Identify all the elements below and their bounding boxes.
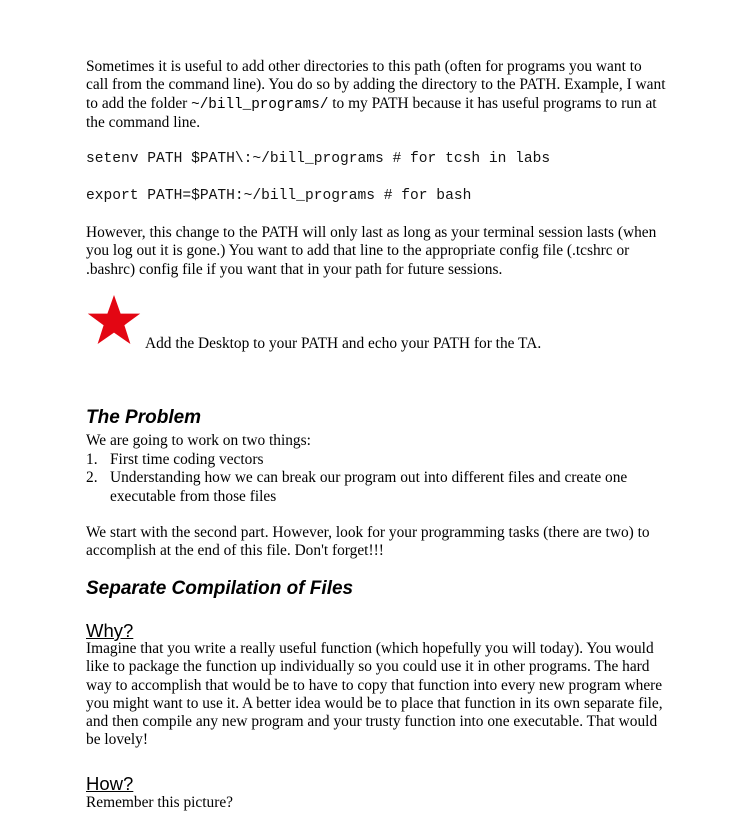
separate-compilation-heading: Separate Compilation of Files — [86, 578, 354, 599]
folder-path-code: ~/bill_programs/ — [191, 96, 329, 113]
star-icon — [86, 293, 142, 349]
problem-heading: The Problem — [86, 407, 202, 428]
path-intro-text: Sometimes it is useful to add other directories to this path (often for programs you want to call from the command line). You do so by adding the directory to the PATH. Example, I want to add the folder — [86, 58, 666, 112]
path-intro-paragraph — [86, 58, 666, 132]
list-item: 1. First time coding vectors — [86, 451, 264, 468]
tcsh-command: setenv PATH $PATH\:~/bill_programs # for tcsh in labs — [86, 151, 551, 167]
path-note-paragraph: However, this change to the PATH will only last as long as your terminal session lasts (when you log out it is gone.) You want to add that line to the appropriate config file (.tcshrc or .bashrc) config file if you want that in your path for future sessions. — [86, 224, 657, 278]
how-heading: How? — [86, 773, 134, 794]
bash-command: export PATH=$PATH:~/bill_programs # for bash — [86, 188, 472, 204]
problem-note: We start with the second part. However, look for your programming tasks (there are two) to accomplish at the end of this file. Don't forget!!! — [86, 524, 650, 560]
why-heading: Why? — [86, 620, 134, 641]
task-instruction: Add the Desktop to your PATH and echo your PATH for the TA. — [145, 335, 542, 352]
path-intro-text-end: to my PATH because it has useful programs to run at the command line. — [86, 94, 657, 131]
problem-intro: We are going to work on two things: — [86, 432, 311, 449]
list-item: 2. Understanding how we can break our program out into different files and create one executable from those files — [86, 469, 628, 505]
how-paragraph: Remember this picture? — [86, 794, 234, 811]
why-paragraph: Imagine that you write a really useful function (which hopefully you will today). You would like to package the function up individually so you could use it in other programs. The hard way to accomplish that would be to have to copy that function into every new program where you might want to use it. A better idea would be to place that function in its own separate file, and then compile any new program and your trusty function into one executable. That would be lovely! — [86, 640, 663, 749]
problem-list — [86, 451, 666, 506]
